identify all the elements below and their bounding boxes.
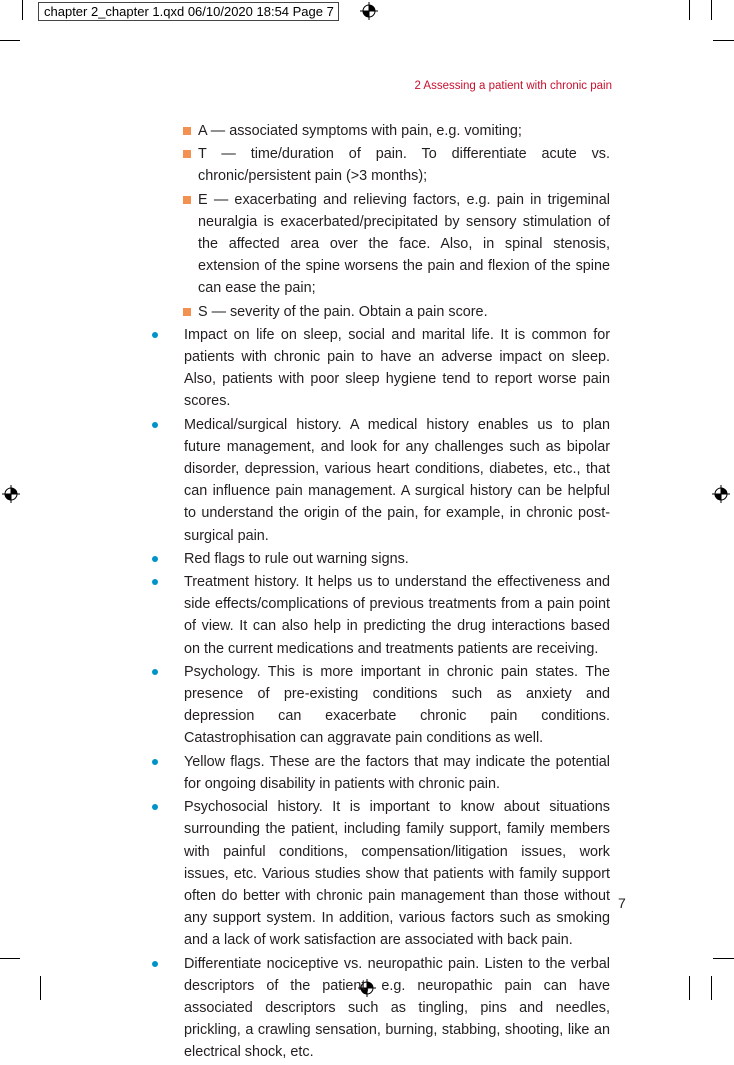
list-item: [152, 661, 610, 750]
crop-mark-bottom-left-h: [0, 958, 20, 959]
list-item-text: Psychology. This is more important in chronic pain states. The presence of pre-existing conditions such as anxiety and depression can exacerbate chronic pain conditions. Catastrophisation can aggravate pain conditions as well.: [184, 663, 610, 747]
list-item: [152, 548, 610, 570]
list-item: [152, 189, 610, 300]
list-item: [152, 301, 610, 323]
list-item: [152, 414, 610, 547]
list-item-text: Impact on life on sleep, social and marital life. It is common for patients with chronic pain to have an adverse impact on sleep. Also, patients with poor sleep hygiene tend to report worse pain scores.: [184, 326, 610, 410]
round-bullet-icon: [152, 332, 158, 338]
list-item-text: Red flags to rule out warning signs.: [184, 550, 409, 567]
crop-mark-top-right-v2: [711, 0, 712, 20]
registration-mark-icon: [2, 485, 20, 503]
list-item-text: Yellow flags. These are the factors that may indicate the potential for ongoing disability in patients with chronic pain.: [184, 753, 610, 792]
list-item-text: Psychosocial history. It is important to know about situations surrounding the patient, including family support, family members with painful conditions, compensation/litigation issues, work issues, etc. Various studies show that patients with family support often do better with chronic pain management than those without any support system. In addition, various factors such as smoking and a lack of work satisfaction are associated with back pain.: [184, 799, 610, 949]
list-item-text: S — severity of the pain. Obtain a pain score.: [198, 303, 488, 320]
round-bullet-icon: [152, 556, 158, 562]
crop-mark-top-right-h: [713, 40, 734, 41]
crop-mark-top-right-v1: [689, 0, 690, 20]
list-item: [152, 571, 610, 660]
round-bullet-icon: [152, 422, 158, 428]
page-content: [152, 120, 610, 1065]
list-item: [152, 324, 610, 413]
list-item-text: A — associated symptoms with pain, e.g. vomiting;: [198, 123, 522, 139]
list-item-text: E — exacerbating and relieving factors, e.g. pain in trigeminal neuralgia is exacerbated/precipitated by sensory stimulation of the affected area over the face. Also, in spinal stenosis, extension of the spine worsens the pain and flexion of the spine can ease the pain;: [198, 191, 610, 297]
round-bullet-icon: [152, 669, 158, 675]
crop-mark-bottom-left-v: [40, 976, 41, 1000]
list-item: [152, 751, 610, 795]
list-item-text: Treatment history. It helps us to understand the effectiveness and side effects/complications of previous treatments from a pain point of view. It can also help in predicting the drug interactions based on the current medications and treatments patients are receiving.: [184, 574, 610, 657]
square-bullet-icon: [183, 196, 191, 204]
registration-mark-icon: [360, 2, 378, 20]
print-slug: chapter 2_chapter 1.qxd 06/10/2020 18:54 Page 7: [38, 2, 339, 21]
round-bullet-icon: [152, 961, 158, 967]
square-bullet-icon: [183, 308, 191, 316]
list-item-text: Differentiate nociceptive vs. neuropathic pain. Listen to the verbal descriptors of the patient, e.g. neuropathic pain can have associated descriptors such as tingling, pins and needles, prickling, a crawling sensation, burning, stabbing, shooting, like an electrical shock, etc.: [184, 955, 610, 1061]
square-bullet-icon: [183, 150, 191, 158]
crop-mark-top-left-v: [22, 0, 23, 20]
round-bullet-icon: [152, 804, 158, 810]
main-bullet-list: [152, 324, 610, 1064]
round-bullet-icon: [152, 579, 158, 585]
list-item: [152, 143, 610, 187]
crop-mark-bottom-right-v2: [711, 976, 712, 1000]
list-item-text: T — time/duration of pain. To differentiate acute vs. chronic/persistent pain (>3 months);: [198, 146, 610, 185]
crop-mark-bottom-right-v1: [689, 976, 690, 1000]
page-number: 7: [618, 895, 626, 911]
square-bullet-icon: [183, 127, 191, 135]
list-item: [152, 953, 610, 1064]
round-bullet-icon: [152, 759, 158, 765]
list-item: [152, 796, 610, 951]
crop-mark-bottom-right-h: [713, 958, 734, 959]
sub-bullet-list: [152, 120, 610, 323]
list-item-text: Medical/surgical history. A medical history enables us to plan future management, and look for any challenges such as bipolar disorder, depression, various heart conditions, diabetes, etc., that can influence pain management. A surgical history can be helpful to understand the origin of the pain, for example, in chronic post-surgical pain.: [184, 416, 610, 544]
running-head: 2 Assessing a patient with chronic pain: [414, 80, 612, 92]
registration-mark-icon: [712, 485, 730, 503]
crop-mark-top-left-h: [0, 40, 20, 41]
list-item: [152, 120, 610, 142]
